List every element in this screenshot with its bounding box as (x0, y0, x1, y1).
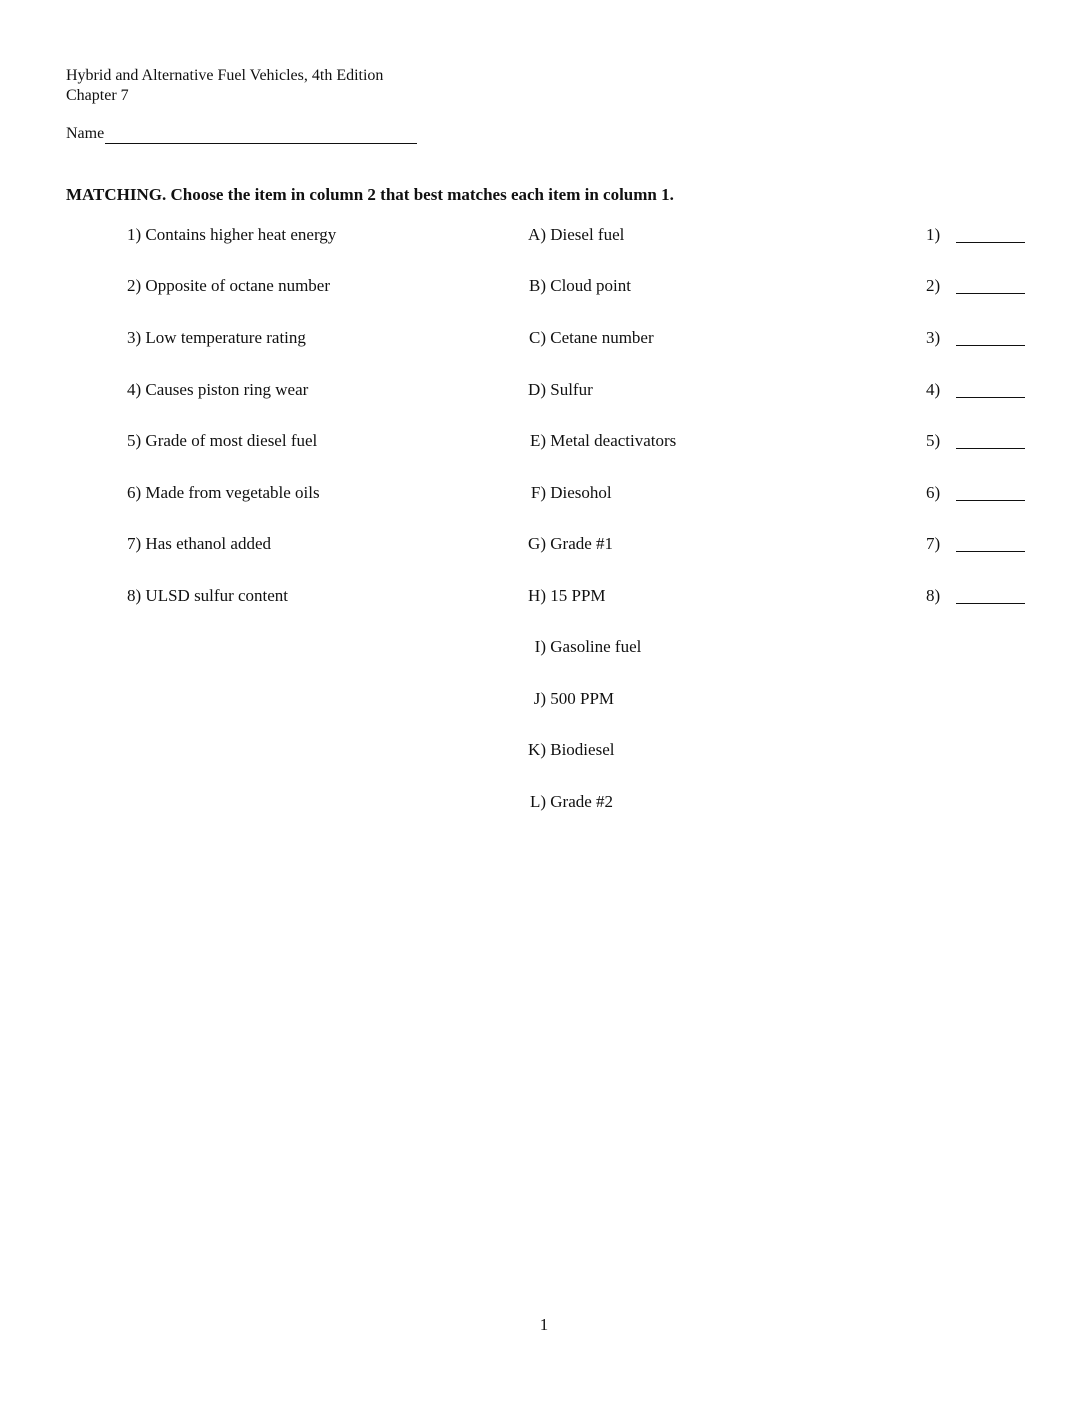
column1-number: 2) (127, 276, 142, 295)
answer-blank[interactable] (956, 428, 1025, 449)
matching-row (0, 583, 1088, 609)
column2-text: Gasoline fuel (550, 637, 642, 656)
answer-number: 4) (926, 380, 941, 399)
answer-number: 7) (926, 534, 941, 553)
column2-text: Sulfur (550, 380, 593, 399)
answer-number: 5) (926, 431, 941, 450)
column2-item (520, 428, 676, 454)
column1-number: 5) (127, 431, 142, 450)
name-label: Name (66, 125, 105, 142)
answer-number: 6) (926, 483, 941, 502)
column1-text: Contains higher heat energy (145, 225, 337, 244)
column2-text: 500 PPM (550, 689, 615, 708)
matching-row (0, 789, 1088, 815)
column2-item (520, 325, 654, 351)
column1-number: 8) (127, 586, 142, 605)
column1-item (127, 531, 271, 557)
answer-number: 2) (926, 276, 941, 295)
column2-letter: G) (528, 534, 546, 553)
answer-number: 8) (926, 586, 941, 605)
answer-slot (926, 325, 948, 351)
column2-text: Grade #2 (550, 792, 614, 811)
matching-row (0, 325, 1088, 351)
column2-letter: I) (534, 637, 546, 656)
column1-text: Has ethanol added (145, 534, 271, 553)
answer-blank[interactable] (956, 273, 1025, 294)
matching-instructions: MATCHING. Choose the item in column 2 that best matches each item in column 1. (66, 185, 674, 204)
answer-slot (926, 531, 948, 557)
matching-row (0, 480, 1088, 506)
column2-item (520, 686, 614, 712)
answer-slot (926, 222, 948, 248)
matching-row (0, 428, 1088, 454)
column1-text: ULSD sulfur content (145, 586, 289, 605)
column1-text: Low temperature rating (145, 328, 306, 347)
answer-slot (926, 480, 948, 506)
column2-item (520, 480, 612, 506)
column2-letter: A) (528, 225, 546, 244)
column1-item (127, 480, 320, 506)
column1-item (127, 273, 330, 299)
column2-item (520, 222, 624, 248)
column2-letter: D) (528, 380, 546, 399)
column2-item (520, 737, 614, 763)
column1-text: Grade of most diesel fuel (145, 431, 318, 450)
answer-slot (926, 583, 948, 609)
column1-item (127, 377, 308, 403)
answer-blank[interactable] (956, 531, 1025, 552)
column2-text: Metal deactivators (550, 431, 677, 450)
column1-item (127, 583, 288, 609)
matching-row (0, 377, 1088, 403)
column2-text: Diesohol (550, 483, 612, 502)
column2-letter: C) (529, 328, 546, 347)
column2-text: 15 PPM (550, 586, 606, 605)
column1-number: 6) (127, 483, 142, 502)
answer-number: 3) (926, 328, 941, 347)
column1-text: Opposite of octane number (145, 276, 331, 295)
column2-text: Cloud point (550, 276, 632, 295)
answer-slot (926, 273, 948, 299)
column1-number: 7) (127, 534, 142, 553)
column1-text: Made from vegetable oils (145, 483, 320, 502)
column2-letter: F) (530, 483, 546, 502)
matching-row (0, 273, 1088, 299)
matching-row (0, 531, 1088, 557)
column2-letter: L) (529, 792, 546, 811)
column2-item (520, 377, 593, 403)
column2-text: Diesel fuel (550, 225, 625, 244)
matching-row (0, 222, 1088, 248)
answer-blank[interactable] (956, 480, 1025, 501)
column2-letter: B) (529, 276, 546, 295)
column2-item (520, 634, 641, 660)
name-row (66, 124, 417, 144)
column2-item (520, 789, 613, 815)
column1-text: Causes piston ring wear (145, 380, 309, 399)
column1-number: 4) (127, 380, 142, 399)
matching-row (0, 686, 1088, 712)
matching-row (0, 634, 1088, 660)
answer-blank[interactable] (956, 222, 1025, 243)
answer-blank[interactable] (956, 583, 1025, 604)
column1-item (127, 325, 306, 351)
matching-row (0, 737, 1088, 763)
column2-item (520, 531, 613, 557)
column2-letter: E) (529, 431, 546, 450)
column1-number: 1) (127, 225, 142, 244)
column2-letter: H) (528, 586, 546, 605)
chapter-label: Chapter 7 (66, 87, 129, 104)
column2-text: Grade #1 (550, 534, 614, 553)
column2-item (520, 583, 606, 609)
answer-number: 1) (926, 225, 941, 244)
answer-slot (926, 428, 948, 454)
page-number: 1 (539, 1315, 549, 1334)
column2-item (520, 273, 631, 299)
answer-blank[interactable] (956, 325, 1025, 346)
answer-slot (926, 377, 948, 403)
column2-text: Biodiesel (550, 740, 615, 759)
column2-text: Cetane number (550, 328, 654, 347)
column1-item (127, 222, 336, 248)
column1-number: 3) (127, 328, 142, 347)
column2-letter: J) (533, 689, 546, 708)
answer-blank[interactable] (956, 377, 1025, 398)
column2-letter: K) (528, 740, 546, 759)
name-field[interactable] (105, 126, 417, 144)
book-title: Hybrid and Alternative Fuel Vehicles, 4th Edition (66, 67, 384, 84)
column1-item (127, 428, 317, 454)
